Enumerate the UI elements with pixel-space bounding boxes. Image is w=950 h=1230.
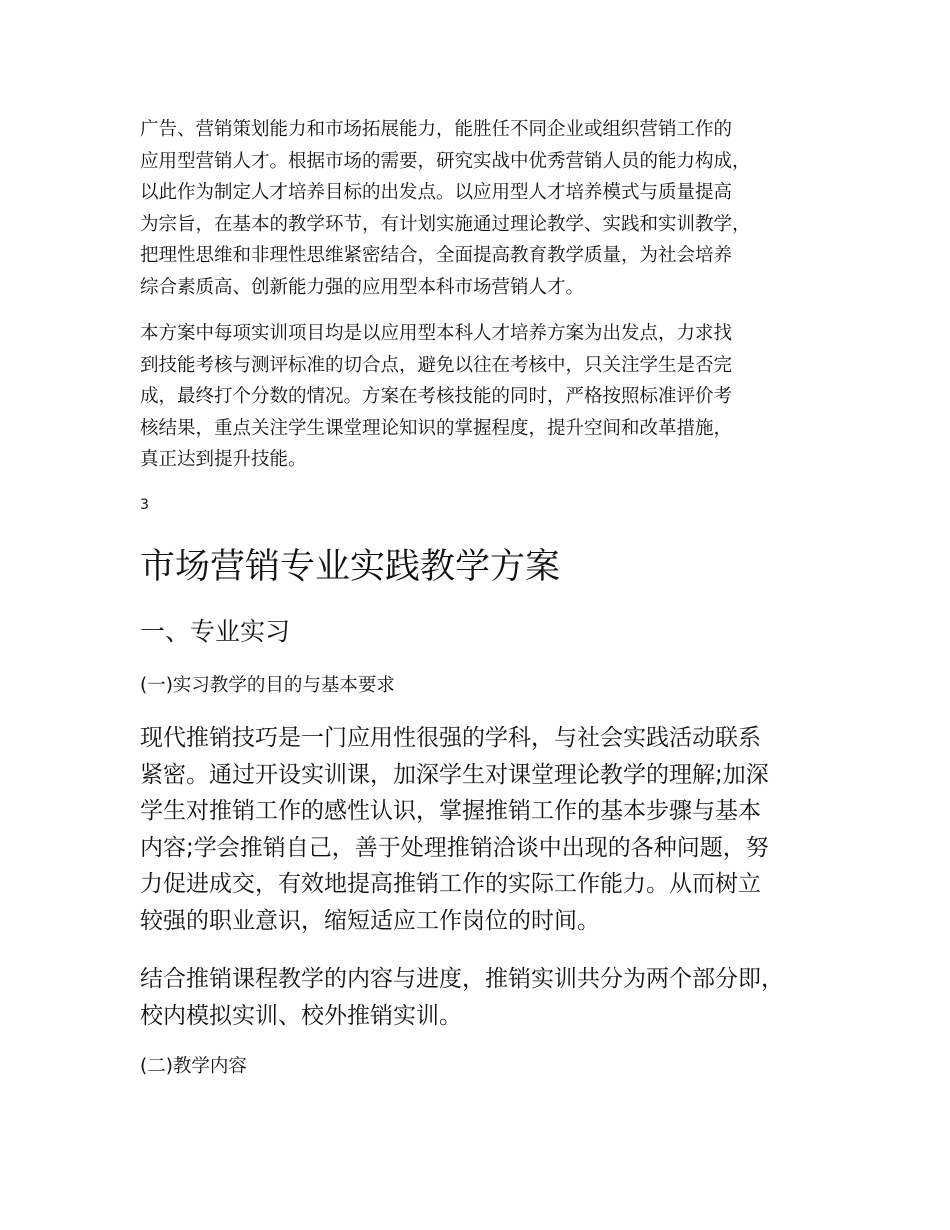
paragraph-1 xyxy=(140,114,830,303)
paragraph-line: 内容;学会推销自己，善于处理推销洽谈中出现的各种问题，努 xyxy=(140,834,769,861)
paragraph-line: 核结果，重点关注学生课堂理论知识的掌握程度，提升空间和改革措施， xyxy=(140,417,733,439)
paragraph-line: 为宗旨，在基本的教学环节，有计划实施通过理论教学、实践和实训教学， xyxy=(140,213,751,235)
paragraph-line: 结合推销课程教学的内容与进度，推销实训共分为两个部分即， xyxy=(140,966,784,992)
section-title: 一、专业实习 xyxy=(140,617,291,646)
paragraph-line: 广告、营销策划能力和市场拓展能力，能胜任不同企业或组织营销工作的 xyxy=(140,119,733,140)
paragraph-line: 以此作为制定人才培养目标的出发点。以应用型人才培养模式与质量提高 xyxy=(140,182,733,203)
paragraph-line: 应用型营销人才。根据市场的需要，研究实战中优秀营销人员的能力构成， xyxy=(140,150,751,172)
paragraph-2 xyxy=(140,318,830,476)
paragraph-line: 把理性思维和非理性思维紧密结合，全面提高教育教学质量，为社会培养 xyxy=(140,245,733,266)
paragraph-line: 学生对推销工作的感性认识，掌握推销工作的基本步骤与基本 xyxy=(140,798,761,824)
paragraph-line: 到技能考核与测评标准的切合点，避免以往在考核中，只关注学生是否完 xyxy=(140,354,733,376)
subsection-title: (二)教学内容 xyxy=(140,1056,247,1077)
paragraph-line: 成，最终打个分数的情况。方案在考核技能的同时，严格按照标准评价考 xyxy=(140,386,733,407)
paragraph-line: 较强的职业意识，缩短适应工作岗位的时间。 xyxy=(140,907,600,934)
paragraph-line: 真正达到提升技能。 xyxy=(140,449,307,470)
document-title: 市场营销专业实践教学方案 xyxy=(140,547,561,587)
paragraph-line: 现代推销技巧是一门应用性很强的学科，与社会实践活动联系 xyxy=(140,725,761,751)
page-number: 3 xyxy=(140,497,149,513)
subsection-title: (一)实习教学的目的与基本要求 xyxy=(140,675,395,696)
paragraph-line: 综合素质高、创新能力强的应用型本科市场营销人才。 xyxy=(140,276,585,298)
paragraph-3 xyxy=(140,720,830,939)
paragraph-4 xyxy=(140,961,830,1034)
paragraph-line: 校内模拟实训、校外推销实训。 xyxy=(140,1002,462,1029)
paragraph-line: 力促进成交，有效地提高推销工作的实际工作能力。从而树立 xyxy=(140,871,761,897)
paragraph-line: 本方案中每项实训项目均是以应用型本科人才培养方案为出发点，力求找 xyxy=(140,323,733,344)
paragraph-line: 紧密。通过开设实训课，加深学生对课堂理论教学的理解;加深 xyxy=(140,761,769,788)
